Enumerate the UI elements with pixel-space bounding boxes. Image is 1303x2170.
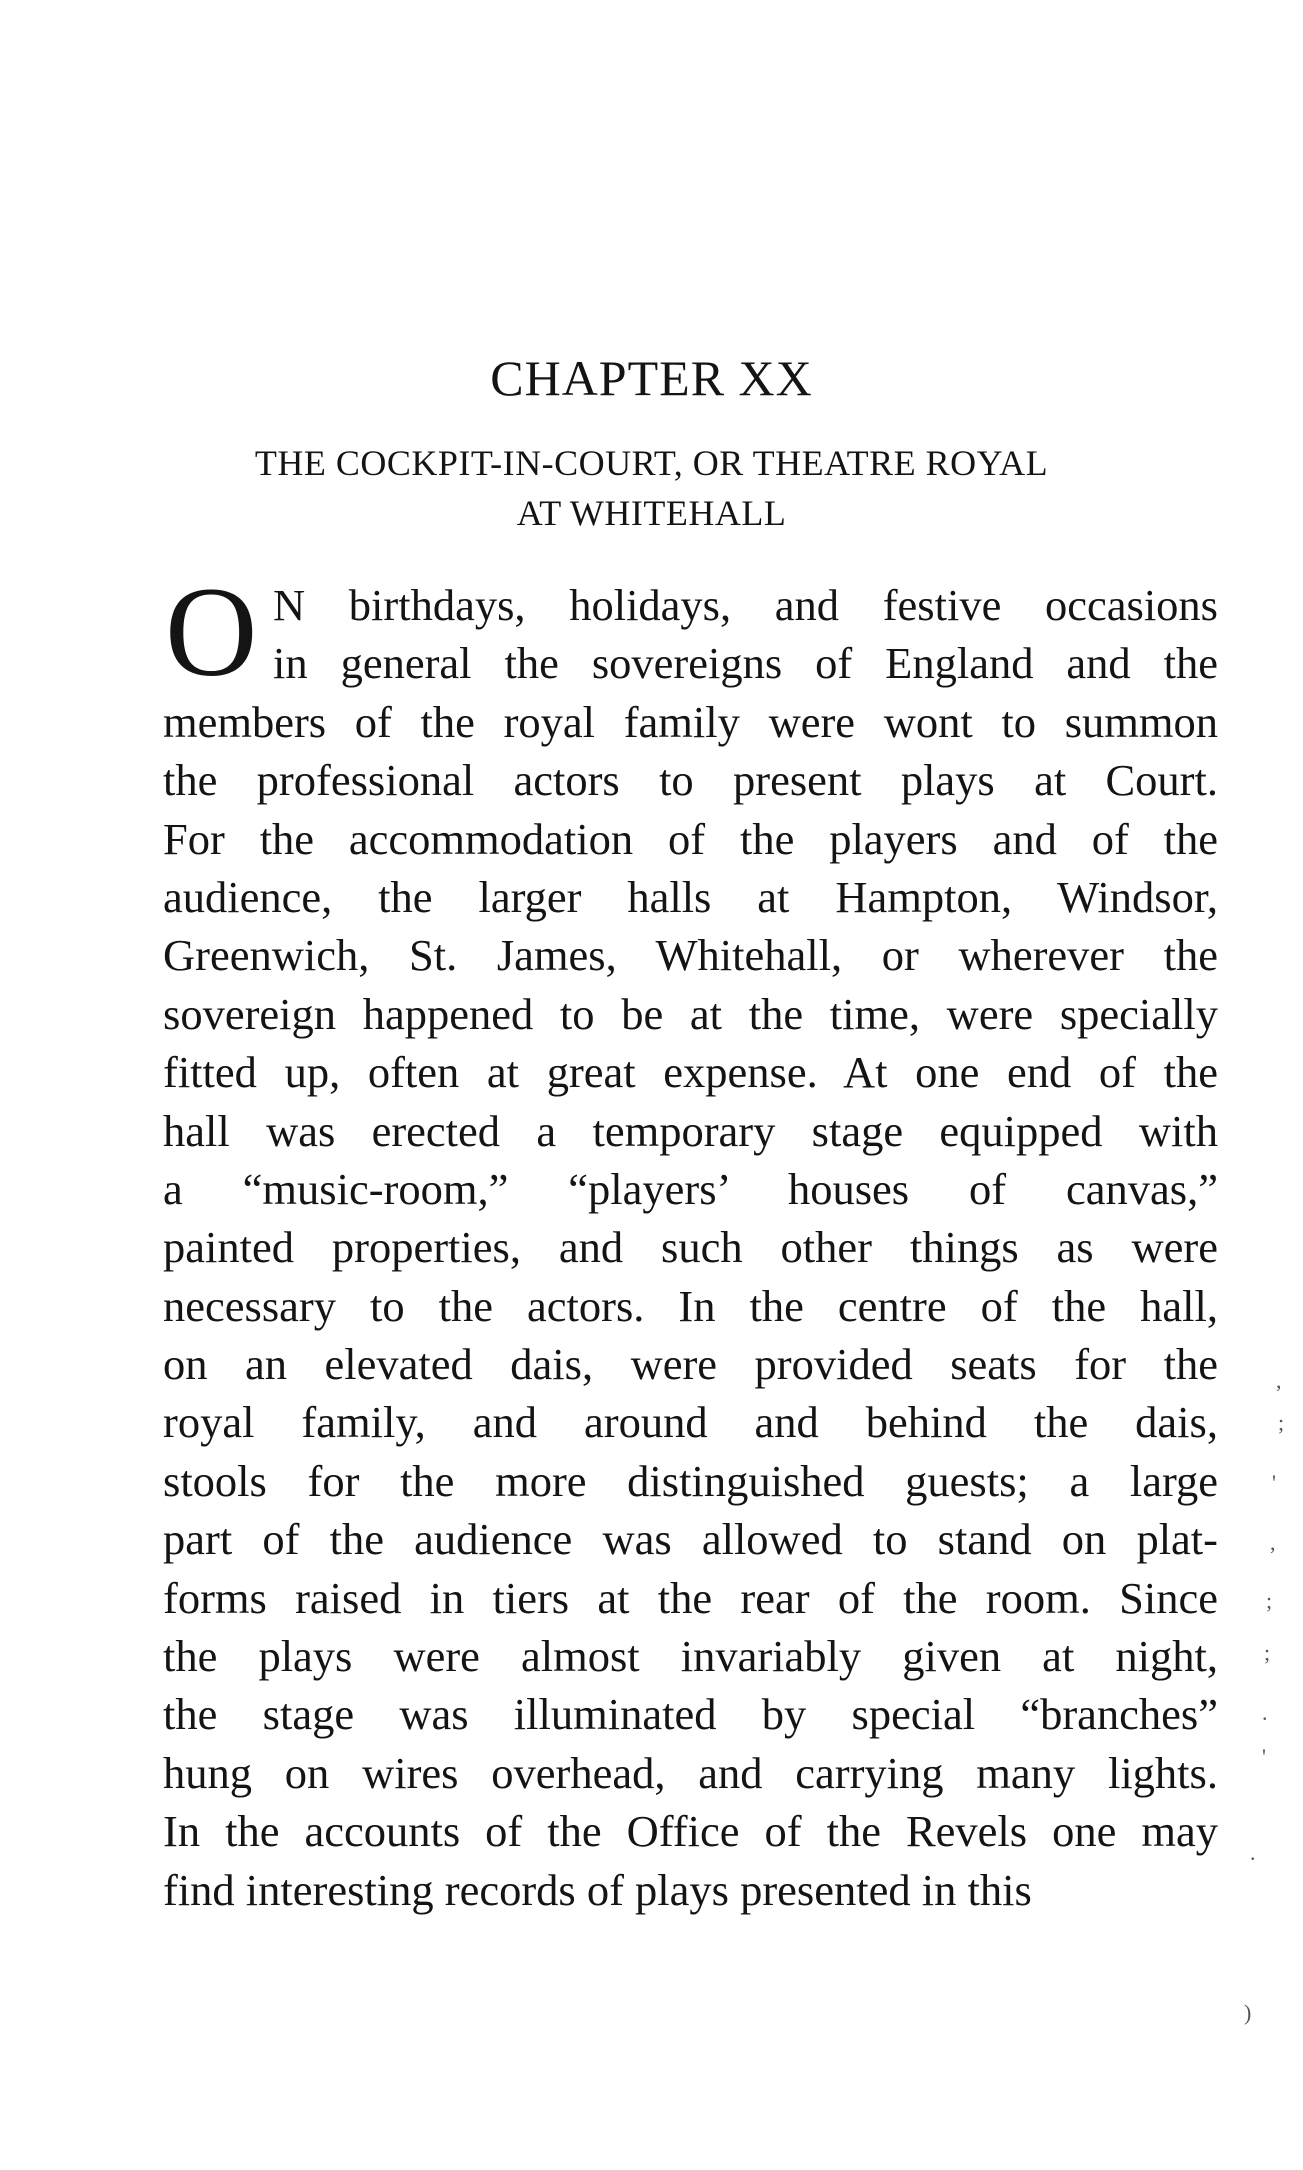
scan-speck: . xyxy=(1250,1840,1256,1865)
body-paragraph xyxy=(163,576,1218,1919)
text-line: members of the royal family were wont to summon xyxy=(163,696,1218,747)
text-line: part of the audience was allowed to stand on plat- xyxy=(163,1514,1218,1565)
chapter-title: CHAPTER XX xyxy=(490,350,813,406)
scan-speck: , xyxy=(1276,1368,1282,1393)
text-line: the stage was illuminated by special “branches” xyxy=(163,1689,1218,1740)
scan-speck: . xyxy=(1262,1700,1268,1725)
text-line: royal family, and around and behind the dais, xyxy=(163,1397,1218,1448)
chapter-subtitle-line-2: AT WHITEHALL xyxy=(516,493,787,533)
scan-speck: ; xyxy=(1278,1410,1285,1435)
scan-speck: , xyxy=(1270,1530,1276,1555)
text-line: hung on wires overhead, and carrying many lights. xyxy=(163,1747,1218,1798)
text-line: sovereign happened to be at the time, were specially xyxy=(163,988,1218,1039)
scan-speck: ; xyxy=(1266,1588,1273,1613)
scan-speck: ' xyxy=(1262,1744,1266,1769)
text-line: stools for the more distinguished guests; a large xyxy=(163,1455,1218,1506)
text-line: a “music-room,” “players’ houses of canvas,” xyxy=(163,1163,1218,1214)
text-line: the plays were almost invariably given at night, xyxy=(163,1631,1218,1682)
text-line: fitted up, often at great expense. At one end of the xyxy=(163,1047,1218,1098)
text-line: the professional actors to present plays at Court. xyxy=(163,755,1218,806)
text-line: audience, the larger halls at Hampton, Windsor, xyxy=(163,871,1218,922)
scan-speck: ) xyxy=(1244,2000,1252,2025)
text-line: forms raised in tiers at the rear of the room. Since xyxy=(163,1572,1218,1623)
text-line: N birthdays, holidays, and festive occasions xyxy=(273,580,1218,630)
chapter-subtitle xyxy=(0,438,1303,538)
text-line: find interesting records of plays presented in this xyxy=(163,1864,1032,1915)
text-line: in general the sovereigns of England and the xyxy=(273,638,1218,689)
text-line: painted properties, and such other things as were xyxy=(163,1222,1218,1273)
text-line: hall was erected a temporary stage equipped with xyxy=(163,1105,1218,1156)
scan-speck: ; xyxy=(1264,1640,1271,1665)
text-line: Greenwich, St. James, Whitehall, or wherever the xyxy=(163,930,1218,981)
text-line: on an elevated dais, were provided seats for the xyxy=(163,1339,1218,1390)
text-line: For the accommodation of the players and of the xyxy=(163,813,1218,864)
chapter-subtitle-line-1: THE COCKPIT-IN-COURT, OR THEATRE ROYAL xyxy=(254,443,1049,483)
scan-speck: ' xyxy=(1272,1470,1276,1495)
drop-cap-letter: O xyxy=(165,561,258,703)
text-line: necessary to the actors. In the centre of the hall, xyxy=(163,1280,1218,1331)
text-line: In the accounts of the Office of the Revels one may xyxy=(163,1806,1218,1857)
